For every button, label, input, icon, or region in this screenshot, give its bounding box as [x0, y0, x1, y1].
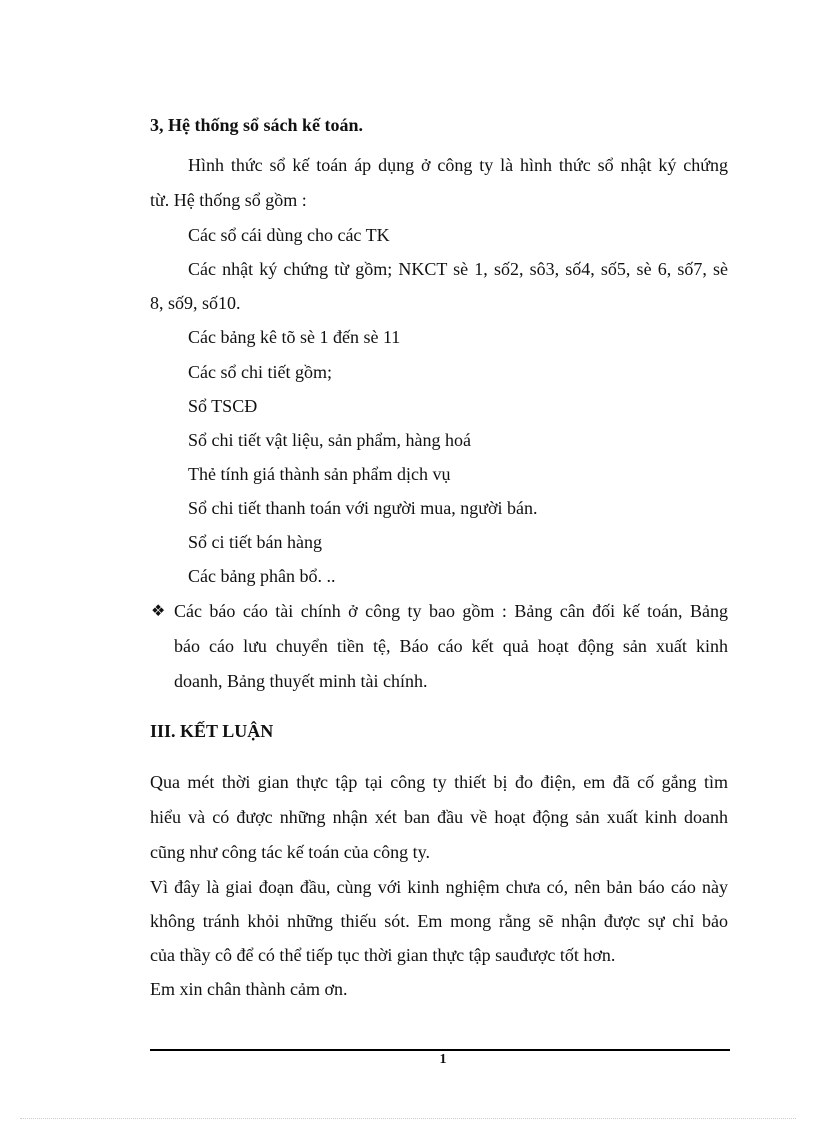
footer-rule — [150, 1049, 730, 1051]
reports-bullet-line-1: Các báo cáo tài chính ở công ty bao gồm : Bảng cân đối kế toán, Bảng — [174, 601, 728, 621]
page-bottom-divider — [20, 1118, 796, 1119]
ledger-item: Các bảng phân bổ. .. — [188, 566, 336, 586]
ledger-item: 8, số9, số10. — [150, 293, 241, 313]
diamond-bullet-icon: ❖ — [151, 601, 166, 620]
ledger-item: Các sổ cái dùng cho các TK — [188, 225, 390, 245]
section-heading: 3, Hệ thống sổ sách kế toán. — [150, 115, 364, 135]
conclusion-heading: III. KẾT LUẬN — [150, 721, 274, 741]
intro-line-2: từ. Hệ thống sổ gồm : — [150, 190, 307, 210]
conclusion-paragraph-1-line-2: hiểu và có được những nhận xét ban đầu về hoạt động sản xuất kinh doanh — [150, 807, 728, 827]
conclusion-paragraph-1-line-3: cũng như công tác kế toán của công ty. — [150, 842, 430, 862]
closing-line: Em xin chân thành cảm ơn. — [150, 979, 348, 999]
conclusion-paragraph-1-line-1: Qua mét thời gian thực tập tại công ty thiết bị đo điện, em đã cố gắng tìm — [150, 772, 728, 792]
ledger-item: Thẻ tính giá thành sản phẩm dịch vụ — [188, 464, 451, 484]
conclusion-paragraph-2-line-2: không tránh khỏi những thiếu sót. Em mong rằng sẽ nhận được sự chỉ bảo — [150, 911, 728, 931]
reports-bullet-line-2: báo cáo lưu chuyển tiền tệ, Báo cáo kết quả hoạt động sản xuất kinh — [174, 636, 728, 656]
page-number: 1 — [439, 1052, 447, 1067]
ledger-item: Sổ TSCĐ — [188, 396, 258, 416]
ledger-item: Các sổ chi tiết gồm; — [188, 362, 332, 382]
ledger-item: Sổ ci tiết bán hàng — [188, 532, 322, 552]
ledger-item: Các bảng kê tõ sè 1 đến sè 11 — [188, 327, 401, 347]
ledger-item: Sổ chi tiết vật liệu, sản phẩm, hàng hoá — [188, 430, 471, 450]
ledger-item: Sổ chi tiết thanh toán với người mua, người bán. — [188, 498, 538, 518]
conclusion-paragraph-2-line-3: của thầy cô để có thể tiếp tục thời gian thực tập sauđược tốt hơn. — [150, 945, 616, 965]
conclusion-paragraph-2-line-1: Vì đây là giai đoạn đầu, cùng với kinh nghiệm chưa có, nên bản báo cáo này — [150, 877, 728, 897]
intro-line-1: Hình thức sổ kế toán áp dụng ở công ty là hình thức sổ nhật ký chứng — [188, 155, 728, 175]
ledger-item: Các nhật ký chứng từ gồm; NKCT sè 1, số2, sô3, số4, số5, sè 6, số7, sè — [188, 259, 728, 279]
reports-bullet-line-3: doanh, Bảng thuyết minh tài chính. — [174, 671, 428, 691]
